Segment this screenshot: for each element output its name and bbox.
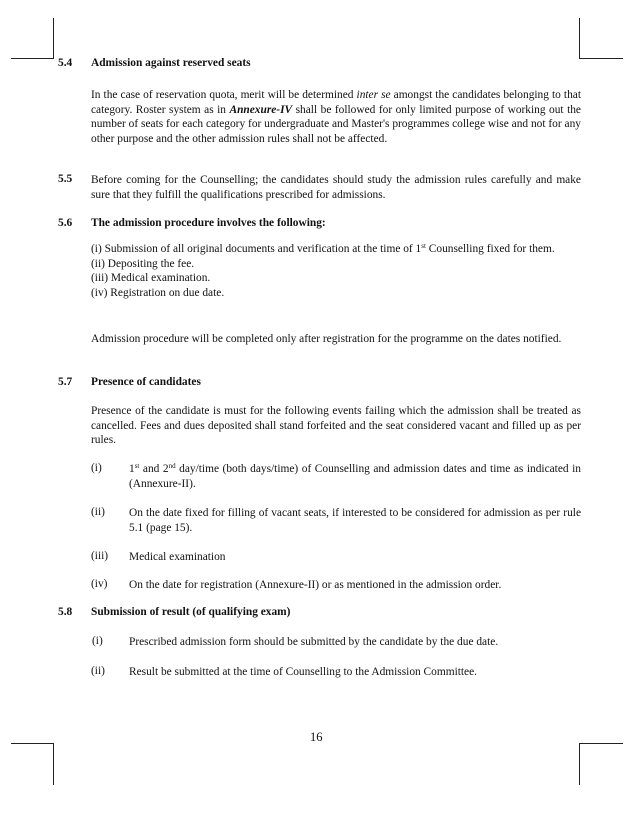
page-number: 16 — [310, 730, 323, 744]
section-5-7-item-1: 1st and 2nd day/time (both days/time) of Counselling and admission dates and time as indicated in (Annexure-II). — [129, 462, 581, 490]
crop-mark-top-right-v — [579, 18, 580, 59]
section-5-8-item-1-number: (i) — [92, 635, 103, 647]
section-5-8-number: 5.8 — [58, 606, 73, 618]
list-item: (i) Submission of all original documents and verification at the time of 1st Counselling fixed for them. — [91, 242, 555, 255]
section-5-6-closing: Admission procedure will be completed only after registration for the programme on the dates notified. — [91, 333, 562, 345]
crop-mark-top-right-h — [579, 58, 623, 59]
list-item: (ii) Depositing the fee. — [91, 257, 195, 270]
section-5-8-item-2-number: (ii) — [91, 665, 105, 677]
annexure-iv-reference: Annexure-IV — [229, 103, 293, 116]
section-5-7-item-1-number: (i) — [91, 462, 102, 474]
section-5-7-item-2-number: (ii) — [91, 506, 105, 518]
section-5-5-number: 5.5 — [58, 173, 73, 185]
section-5-8-item-1: Prescribed admission form should be submitted by the candidate by the due date. — [129, 636, 499, 648]
list-item: (iv) Registration on due date. — [91, 286, 225, 299]
section-5-6-list — [91, 242, 581, 300]
list-item: (iii) Medical examination. — [91, 272, 211, 284]
section-5-5-paragraph: Before coming for the Counselling; the candidates should study the admission rules carefully and make sure that they fulfill the qualifications prescribed for admissions. — [91, 174, 581, 201]
section-5-4-paragraph: In the case of reservation quota, merit will be determined inter se amongst the candidates belonging to that category. Roster system as in Annexure-IV shall be followed for only limited purpose of working out the number of seats for each category for undergraduate and Master's programmes college wise and not for any other purpose and the other admission rules shall not be affected. — [91, 89, 581, 145]
section-5-7-number: 5.7 — [58, 376, 73, 388]
section-5-6-number: 5.6 — [58, 217, 73, 229]
crop-mark-top-left-h — [11, 58, 54, 59]
section-5-7-item-4-number: (iv) — [91, 578, 108, 590]
section-5-7-intro: Presence of the candidate is must for the following events failing which the admission shall be treated as cancelled. Fees and dues deposited shall stand forfeited and the seat considered vacant and filled up as per rules. — [91, 405, 581, 446]
crop-mark-bottom-left-v — [53, 743, 54, 785]
section-5-7-item-2: On the date fixed for filling of vacant seats, if interested to be considered for admission as per rule 5.1 (page 15). — [129, 507, 581, 534]
section-5-6-heading: The admission procedure involves the following: — [91, 217, 326, 229]
inter-se-term: inter se — [356, 89, 391, 101]
section-5-4-heading: Admission against reserved seats — [91, 57, 251, 69]
section-5-7-item-4: On the date for registration (Annexure-II) or as mentioned in the admission order. — [129, 579, 502, 591]
section-5-7-item-3-number: (iii) — [91, 550, 109, 562]
crop-mark-top-left-v — [53, 18, 54, 59]
section-5-8-heading: Submission of result (of qualifying exam) — [91, 606, 291, 618]
crop-mark-bottom-left-h — [11, 743, 54, 744]
section-5-4-number: 5.4 — [58, 57, 73, 69]
section-5-7-heading: Presence of candidates — [91, 376, 201, 388]
crop-mark-bottom-right-h — [579, 743, 623, 744]
crop-mark-bottom-right-v — [579, 743, 580, 785]
section-5-7-item-3: Medical examination — [129, 551, 226, 563]
section-5-8-item-2: Result be submitted at the time of Counselling to the Admission Committee. — [129, 666, 478, 678]
